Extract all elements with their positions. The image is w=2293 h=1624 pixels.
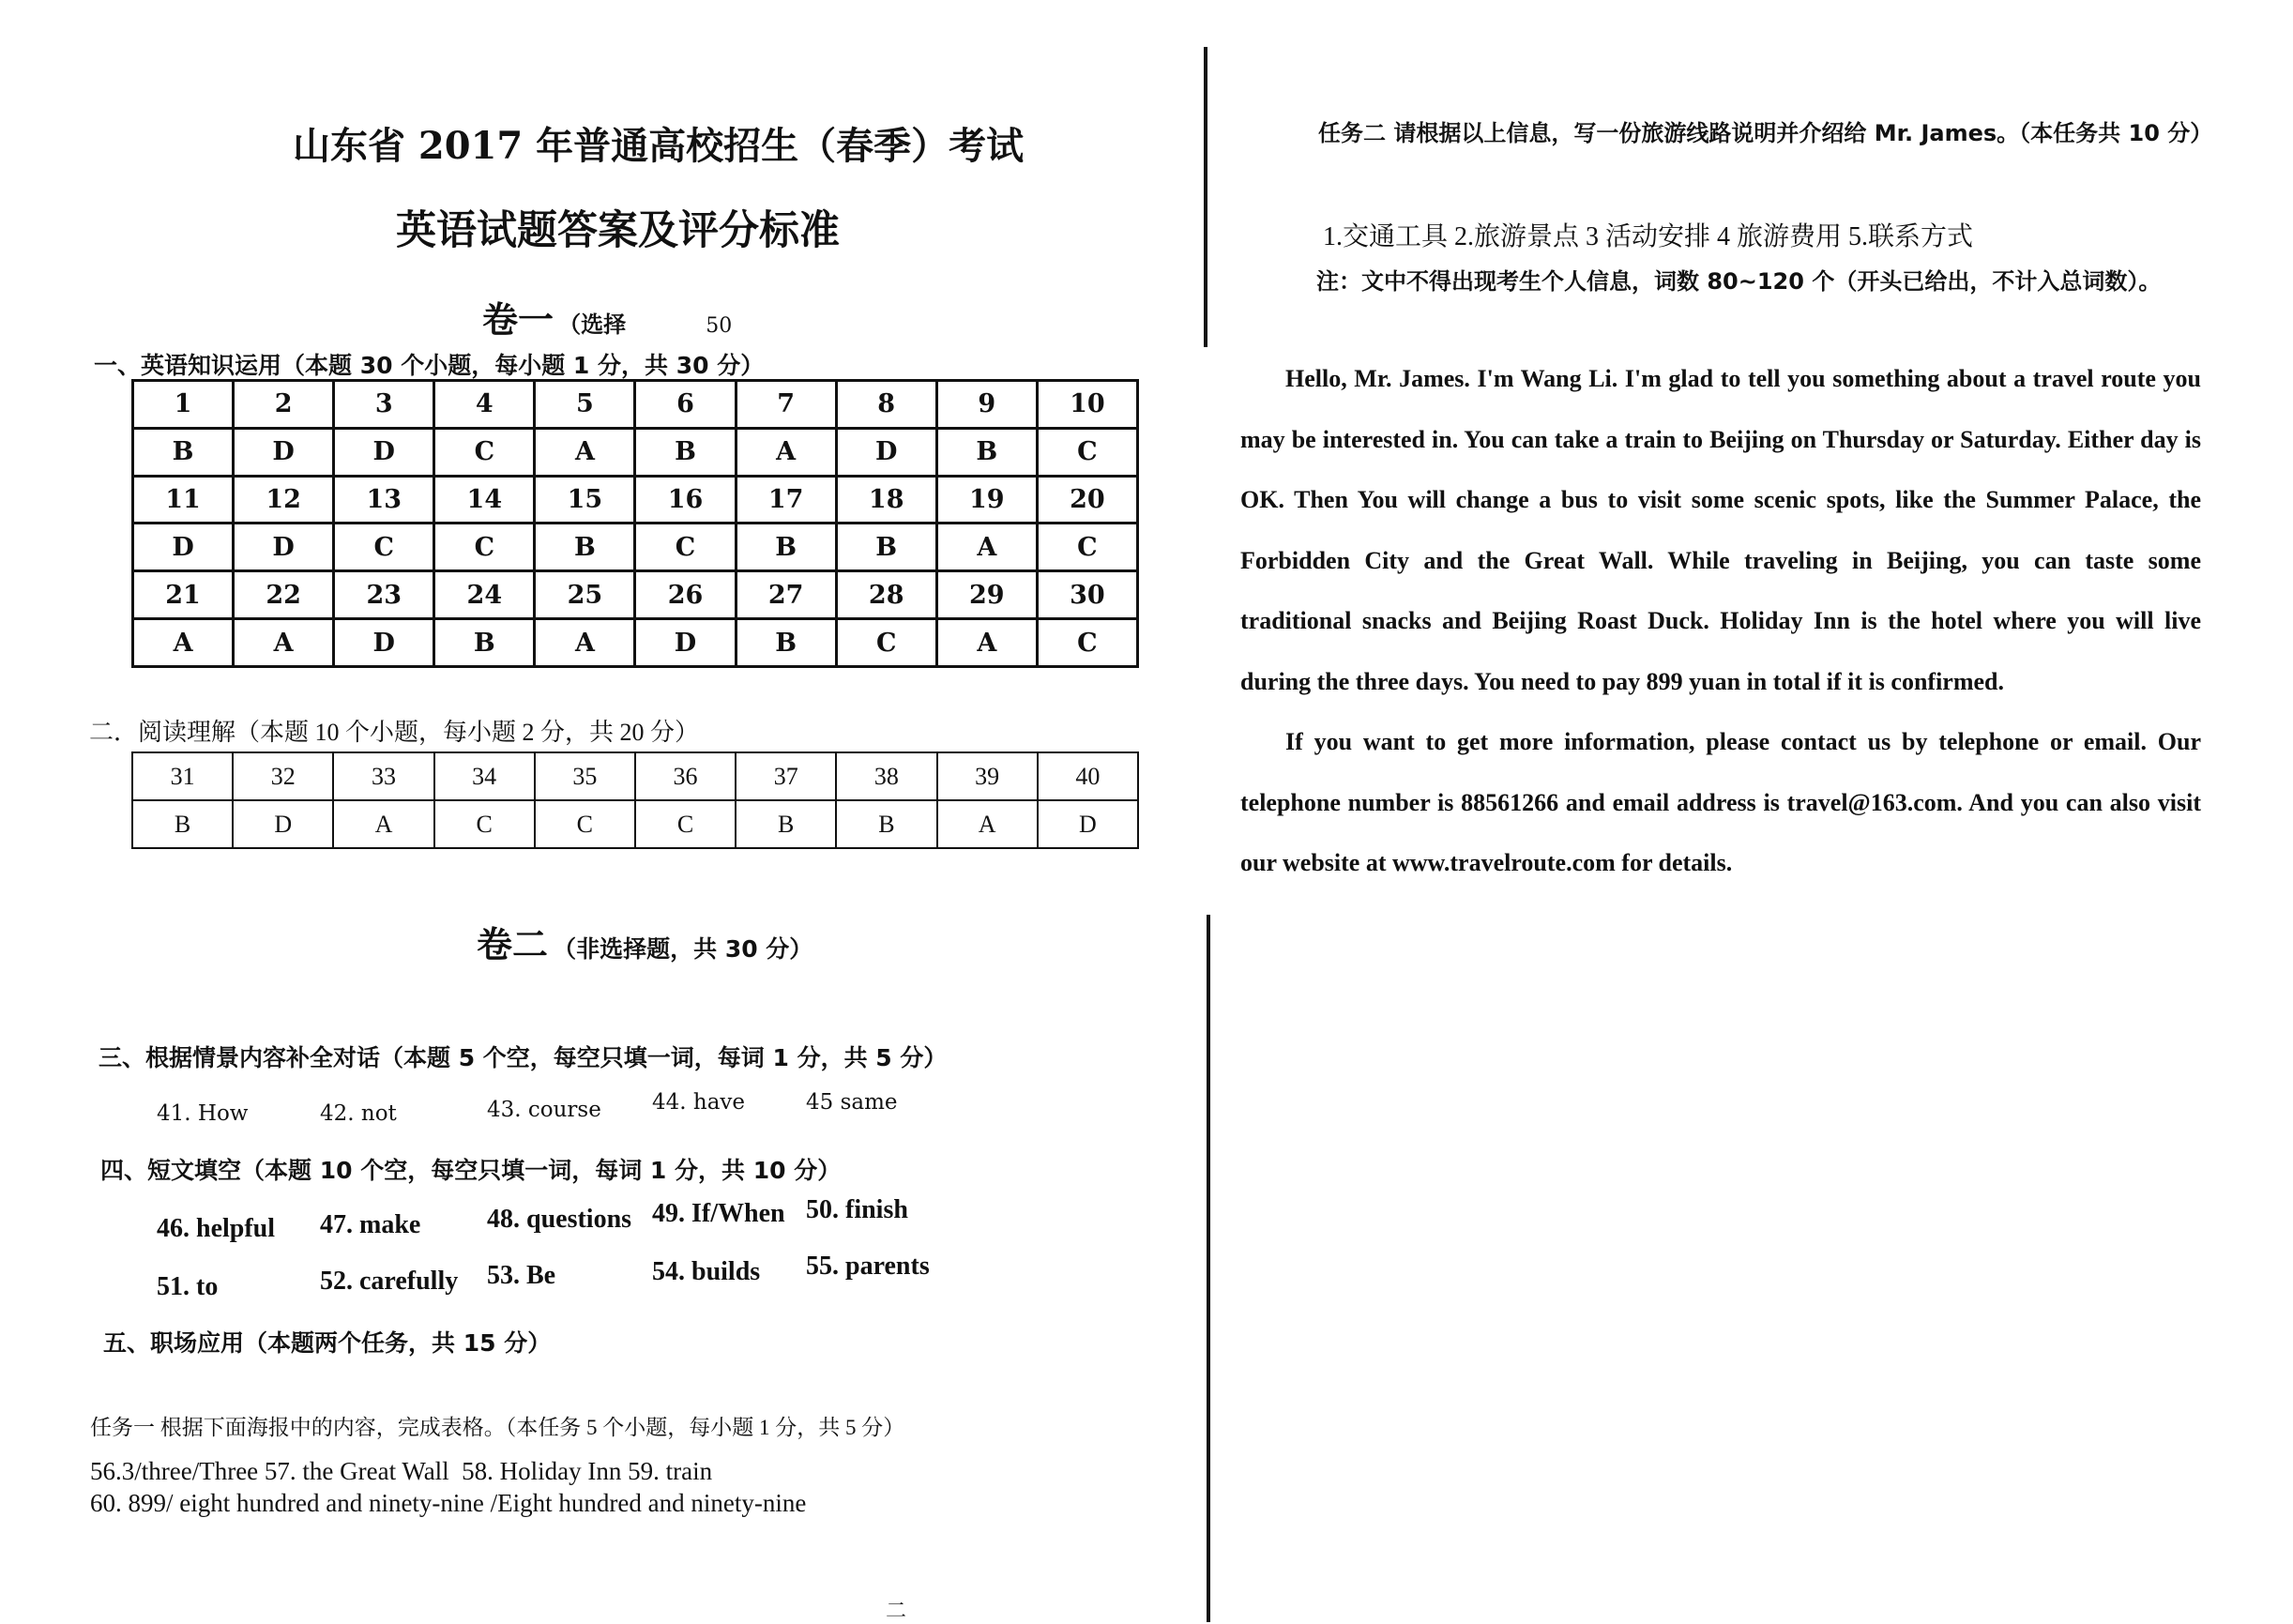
table-cell: 37 bbox=[736, 752, 836, 800]
answer-47: 47. make bbox=[320, 1210, 421, 1239]
table-cell: B bbox=[736, 524, 836, 571]
task1-heading: 任务一 根据下面海报中的内容，完成表格。（本任务 5 个小题，每小题 1 分，共 5 分） bbox=[90, 1416, 905, 1439]
task1-answers-line2: 60. 899/ eight hundred and ninety-nine /Eight hundred and ninety-nine bbox=[90, 1489, 807, 1517]
answer-48: 48. questions bbox=[487, 1205, 632, 1234]
table-cell: D bbox=[234, 524, 334, 571]
table-cell: 33 bbox=[333, 752, 433, 800]
answer-44: 44. have bbox=[652, 1090, 746, 1115]
table-cell: 22 bbox=[234, 571, 334, 619]
volume-two-title: 卷二 bbox=[477, 924, 549, 965]
table-cell: 4 bbox=[434, 381, 535, 429]
table-row bbox=[133, 428, 1138, 476]
table-cell: 16 bbox=[635, 476, 736, 524]
table-cell: C bbox=[434, 800, 535, 848]
table-cell: 9 bbox=[936, 381, 1037, 429]
task2-note: 注：文中不得出现考生个人信息，词数 80~120 个（开头已给出，不计入总词数）。 bbox=[1316, 268, 2162, 295]
part4-heading: 四、短文填空（本题 10 个空，每空只填一词，每词 1 分，共 10 分） bbox=[100, 1157, 842, 1184]
table-cell: 18 bbox=[836, 476, 936, 524]
table-cell: A bbox=[234, 619, 334, 667]
essay-paragraph-2: If you want to get more information, please contact us by telephone or email. Our telephone number is 88561266 and email address is travel@163.com. And you can also visit our website at www.travelroute.com for details. bbox=[1240, 728, 2201, 876]
part4-answers-row1 bbox=[157, 1195, 1001, 1255]
table-cell: 34 bbox=[434, 752, 535, 800]
table-cell: 26 bbox=[635, 571, 736, 619]
table-cell: A bbox=[535, 428, 635, 476]
table-row bbox=[132, 800, 1138, 848]
answer-52: 52. carefully bbox=[320, 1267, 459, 1296]
table-cell: 35 bbox=[535, 752, 635, 800]
table-cell: 8 bbox=[836, 381, 936, 429]
table-cell: C bbox=[1037, 524, 1137, 571]
answer-55: 55. parents bbox=[806, 1252, 930, 1281]
essay-paragraph-1: Hello, Mr. James. I'm Wang Li. I'm glad to tell you something about a travel route you may be interested in. You can take a train to Beijing on Thursday or Saturday. Either day is OK. Then You will change a bus to visit some scenic spots, like the Summer Palace, the Forbidden City and the Great Wall. While traveling in Beijing, you can taste some traditional snacks and Beijing Roast Duck. Holiday Inn is the hotel where you will live during the three days. You need to pay 899 yuan in total if it is confirmed. bbox=[1240, 365, 2201, 695]
volume-two-note: （非选择题，共 30 分） bbox=[553, 935, 813, 963]
table-cell: 29 bbox=[936, 571, 1037, 619]
answer-41: 41. How bbox=[157, 1101, 249, 1126]
table-cell: 20 bbox=[1037, 476, 1137, 524]
task2-essay bbox=[1240, 349, 2201, 894]
table-cell: 5 bbox=[535, 381, 635, 429]
part2-heading: 二．阅读理解（本题 10 个小题，每小题 2 分，共 20 分） bbox=[89, 719, 700, 746]
page-title: 山东省 2017 年普通高校招生（春季）考试 bbox=[293, 124, 1025, 168]
table-cell: 10 bbox=[1037, 381, 1137, 429]
table-cell: C bbox=[334, 524, 434, 571]
table-row bbox=[133, 381, 1138, 429]
table-cell: A bbox=[937, 800, 1038, 848]
volume-two-heading bbox=[477, 916, 812, 967]
table-cell: 31 bbox=[132, 752, 233, 800]
table-cell: A bbox=[133, 619, 234, 667]
table-row bbox=[132, 752, 1138, 800]
table-cell: 36 bbox=[635, 752, 736, 800]
table-cell: D bbox=[635, 619, 736, 667]
part1-answer-table bbox=[131, 379, 1139, 668]
page-divider-upper bbox=[1204, 47, 1207, 347]
part4-answers-row2 bbox=[157, 1252, 1001, 1313]
table-cell: 28 bbox=[836, 571, 936, 619]
table-cell: 23 bbox=[334, 571, 434, 619]
volume-one-heading bbox=[482, 291, 732, 342]
table-cell: C bbox=[434, 428, 535, 476]
answer-53: 53. Be bbox=[487, 1261, 556, 1290]
table-cell: C bbox=[635, 800, 736, 848]
answer-50: 50. finish bbox=[806, 1195, 908, 1224]
page-mark: 二 bbox=[886, 1600, 907, 1623]
table-row bbox=[133, 571, 1138, 619]
answer-51: 51. to bbox=[157, 1272, 219, 1301]
table-cell: B bbox=[635, 428, 736, 476]
answer-43: 43. course bbox=[487, 1098, 601, 1122]
table-cell: A bbox=[936, 619, 1037, 667]
table-cell: C bbox=[836, 619, 936, 667]
table-cell: 11 bbox=[133, 476, 234, 524]
table-cell: 13 bbox=[334, 476, 434, 524]
task2-heading: 任务二 请根据以上信息，写一份旅游线路说明并介绍给 Mr. James。（本任务共 10 分） bbox=[1318, 120, 2213, 146]
table-cell: C bbox=[434, 524, 535, 571]
table-cell: D bbox=[234, 428, 334, 476]
answer-49: 49. If/When bbox=[652, 1199, 785, 1228]
table-cell: 32 bbox=[233, 752, 333, 800]
table-cell: 24 bbox=[434, 571, 535, 619]
table-row bbox=[133, 619, 1138, 667]
answer-45: 45 same bbox=[806, 1090, 898, 1115]
table-cell: D bbox=[1038, 800, 1138, 848]
answer-46: 46. helpful bbox=[157, 1214, 276, 1243]
table-cell: 1 bbox=[133, 381, 234, 429]
table-cell: 19 bbox=[936, 476, 1037, 524]
table-cell: B bbox=[936, 428, 1037, 476]
table-cell: D bbox=[233, 800, 333, 848]
part3-heading: 三、根据情景内容补全对话（本题 5 个空，每空只填一词，每词 1 分，共 5 分） bbox=[99, 1044, 948, 1071]
table-cell: C bbox=[535, 800, 635, 848]
table-cell: 12 bbox=[234, 476, 334, 524]
table-cell: 15 bbox=[535, 476, 635, 524]
table-row bbox=[133, 476, 1138, 524]
table-cell: 7 bbox=[736, 381, 836, 429]
table-cell: B bbox=[133, 428, 234, 476]
table-cell: B bbox=[736, 800, 836, 848]
table-cell: 3 bbox=[334, 381, 434, 429]
table-cell: 25 bbox=[535, 571, 635, 619]
table-cell: A bbox=[936, 524, 1037, 571]
table-cell: B bbox=[535, 524, 635, 571]
table-cell: A bbox=[535, 619, 635, 667]
table-cell: D bbox=[133, 524, 234, 571]
table-cell: 6 bbox=[635, 381, 736, 429]
table-cell: 21 bbox=[133, 571, 234, 619]
table-cell: A bbox=[333, 800, 433, 848]
page-subtitle: 英语试题答案及评分标准 bbox=[396, 207, 840, 254]
part3-answers bbox=[157, 1090, 1001, 1133]
table-cell: D bbox=[334, 619, 434, 667]
part1-heading: 一、英语知识运用（本题 30 个小题，每小题 1 分，共 30 分） bbox=[94, 352, 765, 379]
table-cell: B bbox=[836, 800, 936, 848]
part5-heading: 五、职场应用（本题两个任务，共 15 分） bbox=[103, 1329, 552, 1357]
table-cell: C bbox=[635, 524, 736, 571]
table-row bbox=[133, 524, 1138, 571]
table-cell: B bbox=[836, 524, 936, 571]
task2-points: 1.交通工具 2.旅游景点 3 活动安排 4 旅游费用 5.联系方式 bbox=[1323, 222, 1974, 251]
answer-54: 54. builds bbox=[652, 1257, 761, 1286]
volume-one-note: （选择 bbox=[558, 311, 627, 338]
task1-answers-line1: 56.3/three/Three 57. the Great Wall 58. Holiday Inn 59. train bbox=[90, 1457, 713, 1485]
page-divider-lower bbox=[1207, 915, 1210, 1622]
table-cell: 39 bbox=[937, 752, 1038, 800]
table-cell: C bbox=[1037, 428, 1137, 476]
table-cell: D bbox=[836, 428, 936, 476]
table-cell: A bbox=[736, 428, 836, 476]
table-cell: 17 bbox=[736, 476, 836, 524]
table-cell: 2 bbox=[234, 381, 334, 429]
table-cell: C bbox=[1037, 619, 1137, 667]
table-cell: B bbox=[434, 619, 535, 667]
table-cell: 27 bbox=[736, 571, 836, 619]
table-cell: 38 bbox=[836, 752, 936, 800]
table-cell: 40 bbox=[1038, 752, 1138, 800]
answer-42: 42. not bbox=[320, 1101, 397, 1126]
volume-one-note-tail: 50 bbox=[706, 314, 733, 338]
volume-one-title: 卷一 bbox=[482, 299, 554, 341]
part2-answer-table bbox=[131, 751, 1139, 849]
table-cell: 14 bbox=[434, 476, 535, 524]
table-cell: D bbox=[334, 428, 434, 476]
table-cell: B bbox=[132, 800, 233, 848]
table-cell: 30 bbox=[1037, 571, 1137, 619]
table-cell: B bbox=[736, 619, 836, 667]
